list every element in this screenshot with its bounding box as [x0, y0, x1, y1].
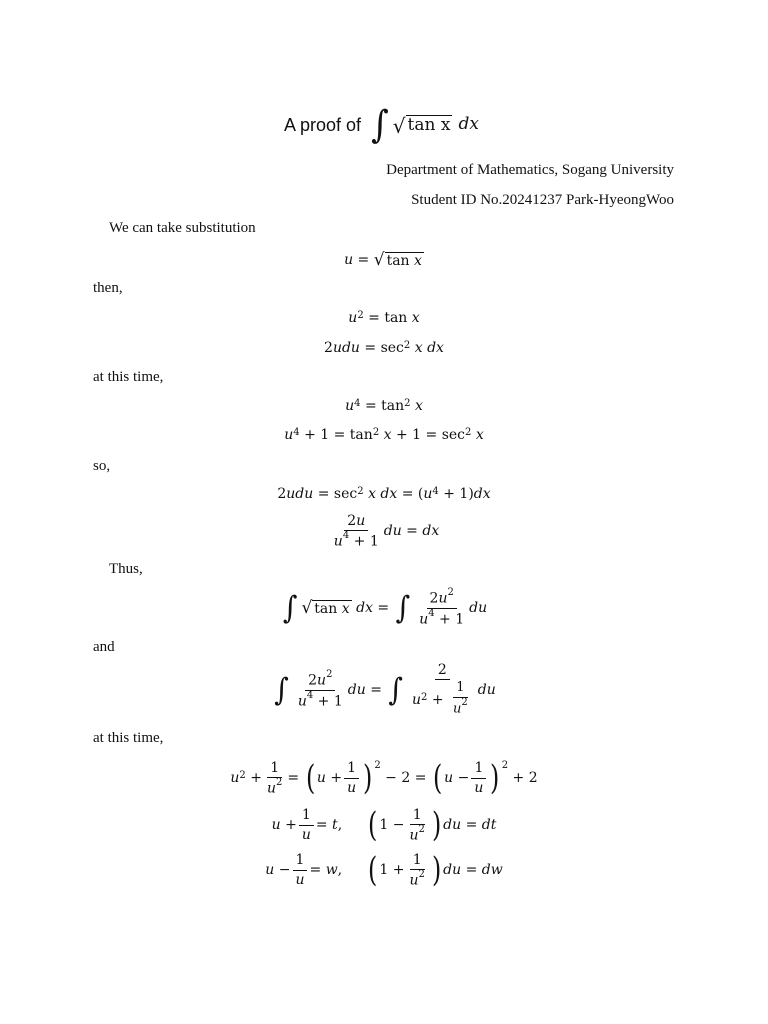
- paragraph-so: so,: [93, 458, 111, 474]
- equation-8: ∫ √ tan x dx = ∫ $\frac{2u^2}{u^4 + 1}$ du: [282, 586, 488, 628]
- equation-11: u + $\frac{1}{u}$ = t , ( 1 − $\frac{1}{u^2}$ ) du = dt: [271, 805, 497, 845]
- paragraph-thus: Thus,: [109, 561, 143, 577]
- equation-10: u 2 + $\frac{1}{u^2}$ = ( u + $\frac{1}{u}$ ) 2 − 2 = ( u − $\frac{1}{u}$ ) 2 + 2: [230, 758, 538, 798]
- equation-6: 2 udu = sec 2 x dx = ( u 4 + 1) dx: [277, 485, 491, 502]
- paragraph-at-this-time: at this time,: [93, 369, 164, 385]
- affiliation: Department of Mathematics, Sogang University: [386, 162, 674, 178]
- paragraph-and: and: [93, 639, 115, 655]
- title-text: A proof of: [284, 114, 362, 135]
- equation-1: u = √ tan x: [344, 250, 422, 271]
- paragraph-at-this-time-2: at this time,: [93, 730, 164, 746]
- equation-4: u 4 = tan 2 x: [345, 397, 423, 414]
- paragraph-substitution: We can take substitution: [109, 220, 256, 236]
- equation-9: ∫ $\frac{2u^2}{u^4 + 1}$ du = ∫ 2 u 2 + $\frac{1}{u^2}$ du: [274, 662, 496, 717]
- title-integrand: tan x: [407, 115, 451, 136]
- title-differential: dx: [458, 114, 479, 135]
- paragraph-then: then,: [93, 280, 123, 296]
- equation-7: $\frac{2u}{u^4 + 1}$ du = dx: [333, 512, 440, 550]
- equation-12: u − $\frac{1}{u}$ = w , ( 1 + $\frac{1}{u^2}$ ) du = dw: [265, 850, 503, 890]
- title-formula: ∫ √ tan x dx: [371, 103, 479, 147]
- equation-3: 2 udu = sec 2 x dx: [324, 339, 444, 356]
- equation-2: u 2 = tan x: [348, 309, 420, 326]
- student-id: Student ID No.20241237 Park-HyeongWoo: [411, 192, 674, 208]
- equation-5: u 4 + 1 = tan 2 x + 1 = sec 2 x: [284, 426, 484, 443]
- integral-sign-icon: ∫: [371, 103, 389, 147]
- page-title: [284, 103, 479, 147]
